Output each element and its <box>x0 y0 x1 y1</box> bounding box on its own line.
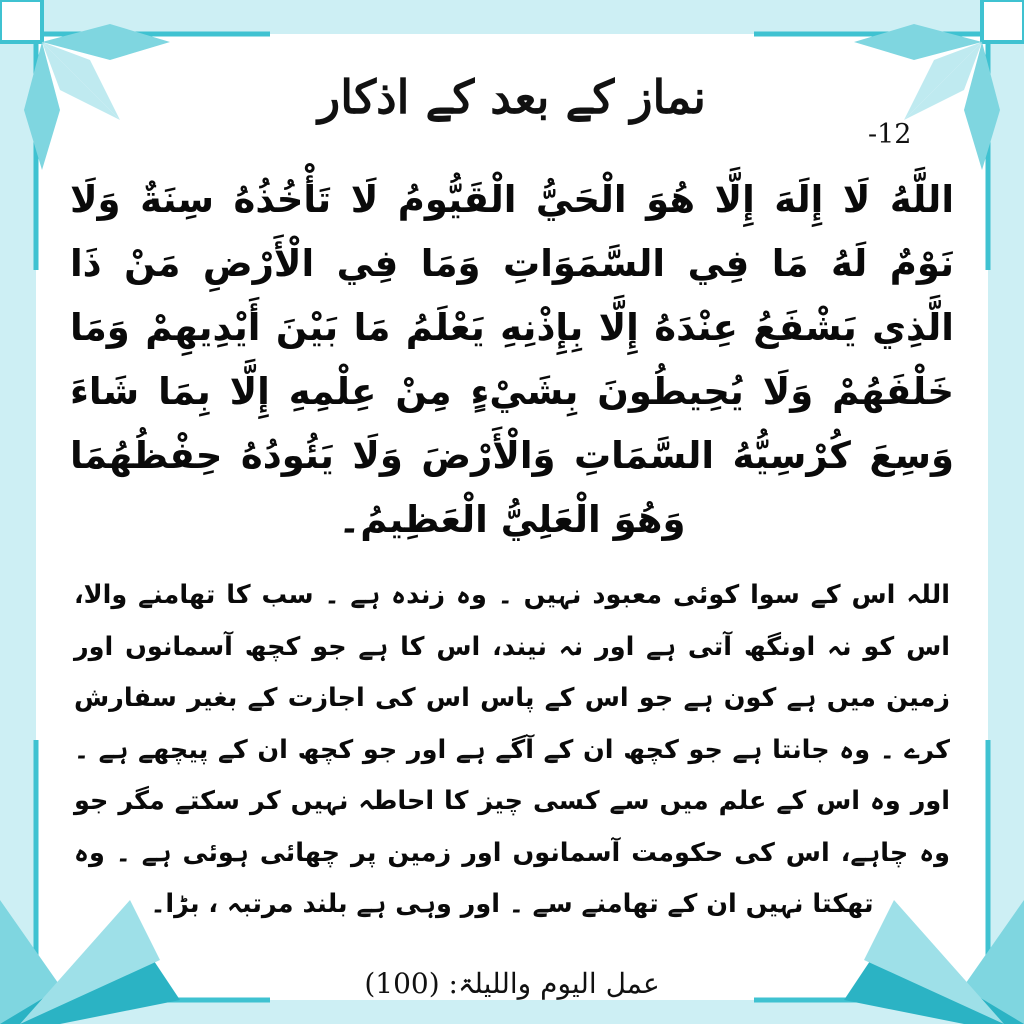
urdu-translation: اللہ اس کے سوا کوئی معبود نہیں ۔ وہ زندہ ہے ۔ سب کا تھامنے والا، اس کو نہ اونگھ آتی ہے اور نہ نیند، اس کا ہے جو کچھ آسمانوں اور زمین میں ہے کون ہے جو اس کے پاس اس کی اجازت کے بغیر سفارش کرے ۔ وہ جانتا ہے جو کچھ ان کے آگے ہے اور جو کچھ ان کے پیچھے ہے ۔ اور وہ اس کے علم میں سے کسی چیز کا احاطہ نہیں کر سکتے مگر جو وہ چاہے، اس کی حکومت آسمانوں اور زمین پر چھائی ہوئی ہے ۔ وہ تھکتا نہیں ان کے تھامنے سے ۔ اور وہی ہے بلند مرتبہ ، بڑا۔ <box>74 580 950 919</box>
frame-band-top <box>0 0 1024 34</box>
item-number: -12 <box>868 119 912 150</box>
reference-source: عمل الیوم واللیلۃ: <box>448 967 660 1000</box>
arabic-verse: اللَّهُ لَا إِلَهَ إِلَّا هُوَ الْحَيُّ الْقَيُّومُ لَا تَأْخُذُهُ سِنَةٌ وَلَا نَوْمٌ لَهُ مَا فِي السَّمَوَاتِ وَمَا فِي الْأَرْضِ مَنْ ذَا الَّذِي يَشْفَعُ عِنْدَهُ إِلَّا بِإِذْنِهِ يَعْلَمُ مَا بَيْنَ أَيْدِيهِمْ وَمَا خَلْفَهُمْ وَلَا يُحِيطُونَ بِشَيْءٍ مِنْ عِلْمِهِ إِلَّا بِمَا شَاءَ وَسِعَ كُرْسِيُّهُ السَّمَاتِ وَالْأَرْضَ وَلَا يَئُودُهُ حِفْظُهُمَا وَهُوَ الْعَلِيُّ الْعَظِيمُ۔ <box>70 178 954 541</box>
page-title: نماز کے بعد کے اذکار <box>318 70 706 124</box>
reference-number: (100) <box>364 967 440 1000</box>
reference-citation <box>312 962 712 1006</box>
frame-band-left <box>0 0 36 1024</box>
frame-band-right <box>988 0 1024 1024</box>
